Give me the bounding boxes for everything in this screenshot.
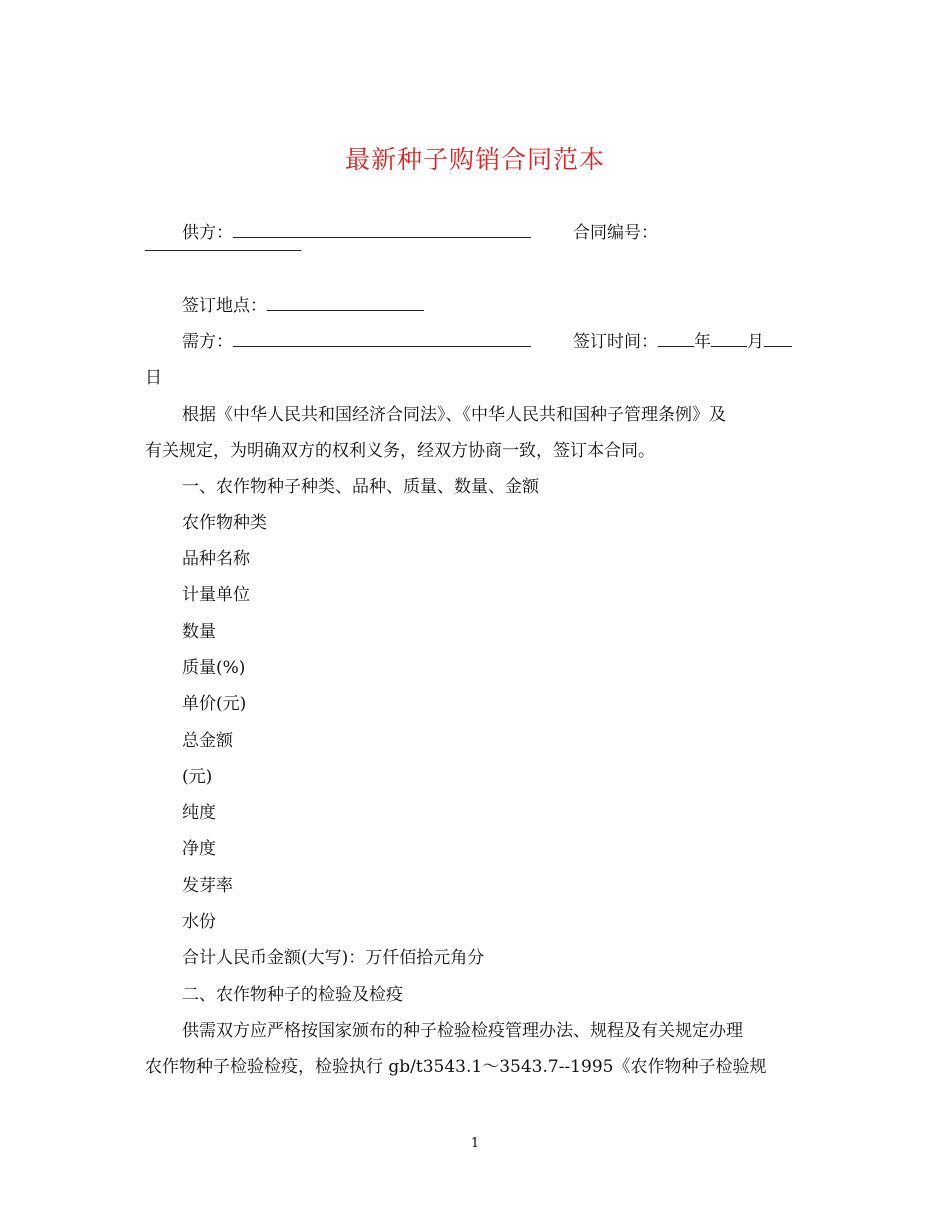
item-unit: 计量单位 <box>182 585 250 605</box>
contract-no-label: 合同编号： <box>573 223 658 243</box>
section-heading-1: 一、农作物种子种类、品种、质量、数量、金额 <box>182 477 539 497</box>
section-heading-2: 二、农作物种子的检验及检疫 <box>182 985 403 1005</box>
item-quality: 质量(%) <box>182 658 246 678</box>
para2-line-2: 农作物种子检验检疫，检验执行 gb/t3543.1～3543.7--1995《农作物种子检验规 <box>145 1057 767 1077</box>
item-total-amount: 总金额 <box>182 731 233 751</box>
page-number: 1 <box>470 1136 480 1151</box>
month-label: 月 <box>747 332 764 352</box>
item-germination-rate: 发芽率 <box>182 876 233 896</box>
month-blank <box>711 329 747 347</box>
place-blank <box>267 293 424 311</box>
year-label: 年 <box>694 332 711 352</box>
contract-no-line <box>573 220 658 246</box>
contract-no-blank-line <box>145 233 301 259</box>
item-purity: 纯度 <box>182 803 216 823</box>
buyer-blank <box>233 329 531 347</box>
sign-time-line <box>573 329 792 355</box>
item-cleanliness: 净度 <box>182 839 216 859</box>
sign-time-label: 签订时间： <box>573 332 658 352</box>
document-title: 最新种子购销合同范本 <box>344 145 605 174</box>
day-line <box>145 365 162 391</box>
place-line <box>182 293 424 319</box>
item-total-amount-unit: (元) <box>182 767 213 787</box>
place-label: 签订地点： <box>182 296 267 316</box>
day-label: 日 <box>145 368 162 388</box>
item-moisture: 水份 <box>182 912 216 932</box>
item-unit-price: 单价(元) <box>182 694 247 714</box>
year-blank <box>658 329 694 347</box>
item-variety-name: 品种名称 <box>182 549 250 569</box>
para2-line-1: 供需双方应严格按国家颁布的种子检验检疫管理办法、规程及有关规定办理 <box>182 1021 743 1041</box>
buyer-label: 需方： <box>182 332 233 352</box>
total-amount-line: 合计人民币金额(大写)：万仟佰拾元角分 <box>182 948 485 968</box>
buyer-line <box>182 329 531 355</box>
contract-no-blank <box>145 233 301 251</box>
supplier-label: 供方： <box>182 223 233 243</box>
intro-line-2: 有关规定，为明确双方的权利义务，经双方协商一致，签订本合同。 <box>145 441 655 461</box>
day-blank <box>764 329 792 347</box>
intro-line-1: 根据《中华人民共和国经济合同法》、《中华人民共和国种子管理条例》及 <box>182 405 726 425</box>
item-crop-type: 农作物种类 <box>182 513 267 533</box>
item-quantity: 数量 <box>182 622 216 642</box>
